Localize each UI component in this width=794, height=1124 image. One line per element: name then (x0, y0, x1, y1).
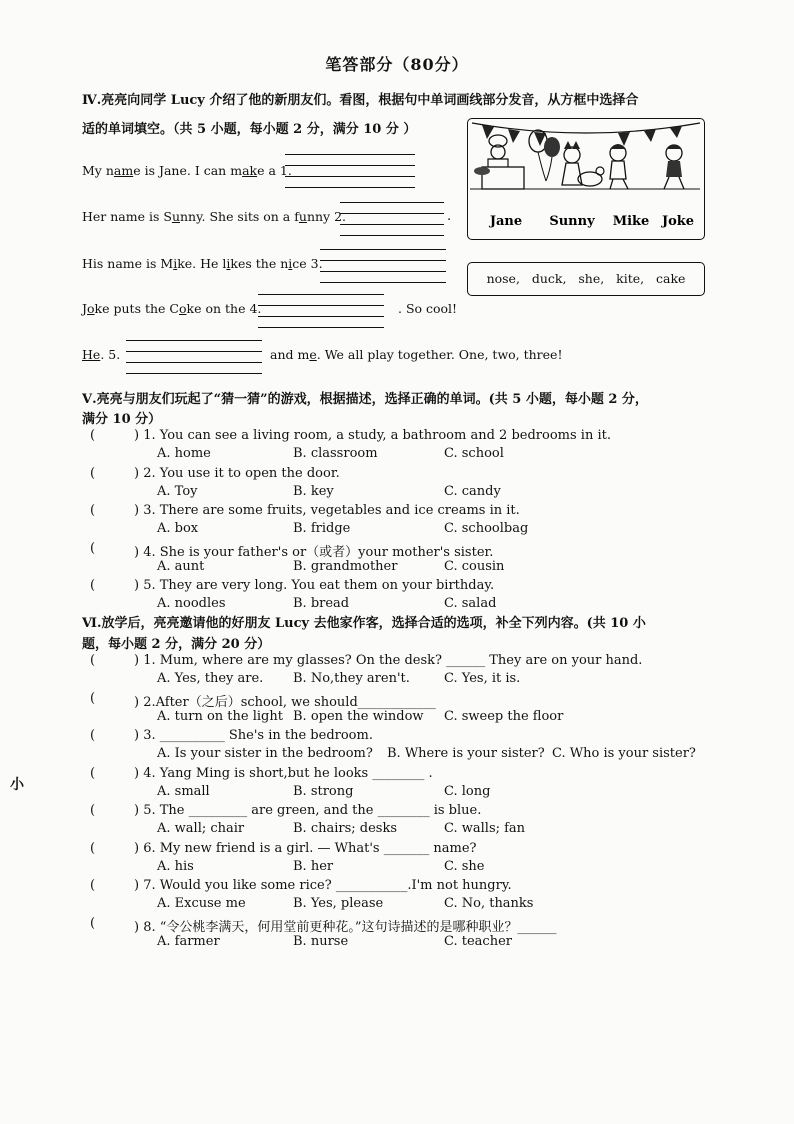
margin-character: 小 (10, 777, 24, 793)
option-a[interactable]: A. home (157, 446, 211, 461)
answer-parenthesis[interactable]: ( (90, 503, 96, 518)
option-a[interactable]: A. noodles (157, 596, 226, 611)
option-c[interactable]: C. long (444, 783, 491, 799)
option-b[interactable]: B. nurse (293, 933, 349, 949)
option-c[interactable]: C. No, thanks (444, 896, 534, 911)
answer-parenthesis[interactable]: ( (90, 690, 96, 706)
section-5-header-line-1: Ⅴ.亮亮与朋友们玩起了“猜一猜”的游戏，根据描述，选择正确的单词。(共 5 小题，每小题 2 分， (82, 392, 648, 407)
option-b[interactable]: B. classroom (293, 446, 378, 461)
section-4-header-line-2: 适的单词填空。（共 5 小题，每小题 2 分，满分 10 分 ） (82, 122, 417, 137)
answer-parenthesis[interactable]: ( (90, 803, 96, 818)
sentence-1: My name is Jane. I can make a 1. (82, 163, 292, 178)
question-text: ) 7. Would you like some rice? ___________.I'm not hungry. (134, 878, 512, 893)
name-sunny: Sunny (549, 214, 595, 229)
option-b[interactable]: B. key (293, 483, 334, 499)
dot-2: . (447, 209, 452, 224)
option-a[interactable]: A. Toy (157, 483, 198, 499)
answer-parenthesis[interactable]: ( (90, 578, 96, 593)
option-c[interactable]: C. Who is your sister? (552, 746, 696, 761)
sentence-3: His name is Mike. He likes the nice 3. (82, 256, 323, 271)
option-a[interactable]: A. small (157, 783, 210, 799)
cartoon-illustration (468, 119, 704, 239)
option-a[interactable]: A. wall; chair (157, 821, 245, 836)
section-5-header-line-2: 满分 10 分） (82, 412, 162, 427)
option-c[interactable]: C. walls; fan (444, 821, 526, 836)
question-text: ) 4. Yang Ming is short,but he looks ________ . (134, 765, 433, 781)
option-c[interactable]: C. sweep the floor (444, 708, 564, 724)
question-text: ) 6. My new friend is a girl. — What's _______ name? (134, 840, 477, 856)
option-a[interactable]: A. aunt (157, 558, 205, 574)
option-b[interactable]: B. her (293, 858, 334, 874)
sentence-4: Joke puts the Coke on the 4. (82, 301, 262, 316)
option-c[interactable]: C. she (444, 858, 485, 874)
option-c[interactable]: C. teacher (444, 933, 512, 949)
option-b[interactable]: B. fridge (293, 521, 351, 536)
question-text: ) 1. You can see a living room, a study, a bathroom and 2 bedrooms in it. (134, 428, 611, 443)
option-c[interactable]: C. Yes, it is. (444, 671, 521, 686)
option-b[interactable]: B. open the window (293, 708, 424, 724)
option-b[interactable]: B. Where is your sister? (387, 746, 545, 761)
picture-box (467, 118, 705, 240)
option-b[interactable]: B. Yes, please (293, 896, 384, 911)
sentence-4-end: . So cool! (398, 301, 458, 316)
option-b[interactable]: B. grandmother (293, 558, 398, 574)
answer-parenthesis[interactable]: ( (90, 765, 96, 781)
option-a[interactable]: A. farmer (157, 933, 220, 949)
option-a[interactable]: A. box (157, 521, 199, 536)
option-c[interactable]: C. schoolbag (444, 521, 529, 536)
question-text: ) 8. “令公桃李满天，何用堂前更种花。”这句诗描述的是哪种职业？______ (134, 919, 557, 935)
option-a[interactable]: A. his (157, 858, 194, 874)
question-text: ) 3. There are some fruits, vegetables and ice creams in it. (134, 503, 520, 518)
option-b[interactable]: B. chairs; desks (293, 821, 398, 836)
option-c[interactable]: C. salad (444, 596, 497, 611)
question-text: ) 5. The _________ are green, and the ________ is blue. (134, 803, 482, 818)
option-c[interactable]: C. cousin (444, 558, 505, 574)
section-6-header-line-2: 题，每小题 2 分，满分 20 分） (82, 637, 271, 652)
question-text: ) 2.After（之后）school, we should____________ (134, 694, 436, 710)
question-text: ) 4. She is your father's or（或者）your mother's sister. (134, 544, 494, 560)
option-c[interactable]: C. school (444, 446, 504, 461)
sentence-5-start: He. 5. (82, 347, 121, 362)
option-b[interactable]: B. strong (293, 783, 354, 799)
question-text: ) 5. They are very long. You eat them on your birthday. (134, 578, 495, 593)
name-mike: Mike (612, 214, 650, 229)
answer-parenthesis[interactable]: ( (90, 653, 96, 668)
sentence-2: Her name is Sunny. She sits on a funny 2. (82, 209, 346, 224)
option-a[interactable]: A. Is your sister in the bedroom? (157, 746, 373, 761)
section-4-header-line-1: Ⅳ.亮亮向同学 Lucy 介绍了他的新朋友们。看图，根据句中单词画线部分发音，从方框中选择合 (82, 93, 639, 108)
word-box-words: nose, duck, she, kite, cake (486, 271, 686, 286)
sentence-5-end: and me. We all play together. One, two, three! (270, 347, 563, 362)
option-a[interactable]: A. turn on the light (157, 708, 283, 724)
answer-parenthesis[interactable]: ( (90, 465, 96, 481)
answer-parenthesis[interactable]: ( (90, 728, 96, 743)
option-b[interactable]: B. bread (293, 596, 350, 611)
option-b[interactable]: B. No,they aren't. (293, 671, 410, 686)
question-text: ) 2. You use it to open the door. (134, 465, 340, 481)
question-text: ) 1. Mum, where are my glasses? On the desk? ______ They are on your hand. (134, 653, 643, 668)
answer-parenthesis[interactable]: ( (90, 915, 96, 931)
answer-parenthesis[interactable]: ( (90, 878, 96, 893)
answer-parenthesis[interactable]: ( (90, 428, 96, 443)
word-box (467, 262, 705, 296)
option-c[interactable]: C. candy (444, 483, 501, 499)
option-a[interactable]: A. Yes, they are. (157, 671, 264, 686)
page-title: 笔答部分（80分） (325, 55, 469, 74)
name-joke: Joke (661, 214, 695, 229)
question-text: ) 3. __________ She's in the bedroom. (134, 728, 373, 743)
answer-parenthesis[interactable]: ( (90, 840, 96, 856)
name-jane: Jane (489, 214, 523, 229)
answer-parenthesis[interactable]: ( (90, 540, 96, 556)
option-a[interactable]: A. Excuse me (157, 896, 246, 911)
section-6-header-line-1: Ⅵ.放学后，亮亮邀请他的好朋友 Lucy 去他家作客，选择合适的选项，补全下列内容。(共 10 小 (82, 616, 646, 631)
